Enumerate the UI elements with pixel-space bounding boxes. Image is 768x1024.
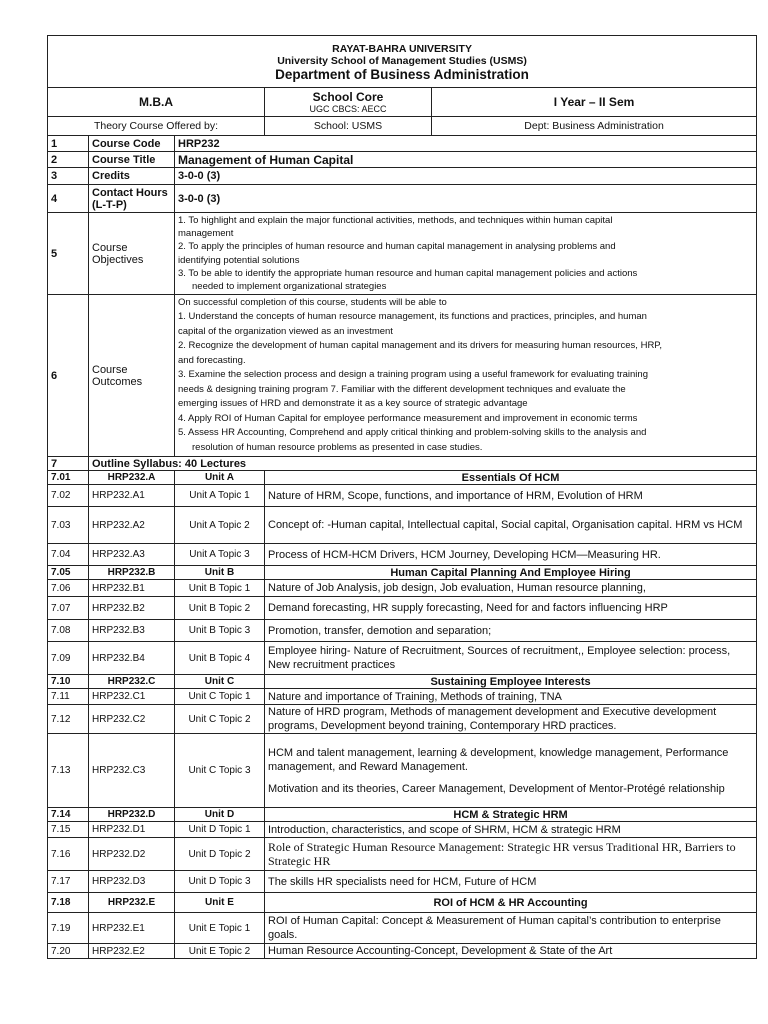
syllabus-topic-row bbox=[48, 544, 757, 566]
objectives-row bbox=[48, 213, 757, 295]
syllabus-unit-row bbox=[48, 566, 757, 580]
syllabus-topic: Role of Strategic Human Resource Management: Strategic HR versus Traditional HR, Barriers to Strategic HR bbox=[265, 838, 757, 871]
row-number: 1 bbox=[48, 136, 89, 152]
syllabus-unit-title: Essentials Of HCM bbox=[265, 471, 757, 485]
syllabus-unit: Unit A Topic 1 bbox=[175, 485, 265, 507]
course-code: HRP232 bbox=[175, 136, 757, 152]
outcome-line: 1. Understand the concepts of human resource management, its functions and practices, principles, and human bbox=[178, 311, 647, 323]
syllabus-topic: Concept of: -Human capital, Intellectual capital, Social capital, Organisation capital. HRM vs HCM bbox=[265, 507, 757, 544]
outcome-line: and forecasting. bbox=[178, 354, 246, 366]
syllabus-number: 7.11 bbox=[48, 689, 89, 705]
syllabus-number: 7.10 bbox=[48, 675, 89, 689]
syllabus-number: 7.05 bbox=[48, 566, 89, 580]
outcome-line: emerging issues of HRD and demonstrate it as a key source of strategic advantage bbox=[178, 398, 528, 410]
syllabus-unit: Unit B Topic 4 bbox=[175, 642, 265, 675]
outcomes-text bbox=[175, 295, 757, 457]
course-code-row bbox=[48, 136, 757, 152]
syllabus-code: HRP232.D2 bbox=[89, 838, 175, 871]
objective-line: 1. To highlight and explain the major functional activities, methods, and techniques within human capital bbox=[178, 214, 613, 226]
university-header-row bbox=[48, 36, 757, 88]
syllabus-unit-row bbox=[48, 893, 757, 913]
course-title: Management of Human Capital bbox=[175, 152, 757, 168]
syllabus-topic-row bbox=[48, 822, 757, 838]
syllabus-topic-row bbox=[48, 734, 757, 808]
credits: 3-0-0 (3) bbox=[175, 168, 757, 185]
offered-dept: Dept: Business Administration bbox=[432, 117, 757, 136]
syllabus-code: HRP232.A bbox=[89, 471, 175, 485]
syllabus-topic: Nature and importance of Training, Methods of training, TNA bbox=[265, 689, 757, 705]
syllabus-code: HRP232.B3 bbox=[89, 620, 175, 642]
syllabus-code: HRP232.C bbox=[89, 675, 175, 689]
syllabus-number: 7.20 bbox=[48, 944, 89, 959]
university-name: RAYAT-BAHRA UNIVERSITY bbox=[332, 42, 472, 55]
syllabus-unit: Unit C Topic 1 bbox=[175, 689, 265, 705]
row-label: Course Objectives bbox=[89, 213, 175, 295]
objectives-text bbox=[175, 213, 757, 295]
outcome-line: 5. Assess HR Accounting, Comprehend and apply critical thinking and problem-solving skills to the analysis and bbox=[178, 427, 647, 439]
syllabus-code: HRP232.D3 bbox=[89, 871, 175, 893]
syllabus-code: HRP232.D bbox=[89, 808, 175, 822]
offered-row bbox=[48, 117, 757, 136]
syllabus-topic: Demand forecasting, HR supply forecasting, Need for and factors influencing HRP bbox=[265, 597, 757, 620]
syllabus-unit: Unit B Topic 2 bbox=[175, 597, 265, 620]
syllabus-code: HRP232.A1 bbox=[89, 485, 175, 507]
syllabus-number: 7.16 bbox=[48, 838, 89, 871]
syllabus-number: 7.07 bbox=[48, 597, 89, 620]
core-label: School Core bbox=[312, 90, 384, 104]
syllabus-topic-row bbox=[48, 620, 757, 642]
course-title-row bbox=[48, 152, 757, 168]
core-cell bbox=[265, 88, 432, 117]
syllabus-topic: Nature of HRD program, Methods of management development and Executive development programs, Development beyond training, Contemporary HRD practices. bbox=[265, 705, 757, 734]
syllabus-code: HRP232.E bbox=[89, 893, 175, 913]
syllabus-topic-row bbox=[48, 597, 757, 620]
syllabus-topic: Human Resource Accounting-Concept, Development & State of the Art bbox=[265, 944, 757, 959]
syllabus-heading: Outline Syllabus: 40 Lectures bbox=[89, 457, 757, 471]
row-number: 2 bbox=[48, 152, 89, 168]
program-row bbox=[48, 88, 757, 117]
syllabus-topic-row bbox=[48, 944, 757, 959]
syllabus-number: 7.17 bbox=[48, 871, 89, 893]
syllabus-topic bbox=[265, 734, 757, 808]
syllabus-unit: Unit C Topic 3 bbox=[175, 734, 265, 808]
syllabus-topic: Process of HCM-HCM Drivers, HCM Journey, Developing HCM—Measuring HR. bbox=[265, 544, 757, 566]
row-label: Course Outcomes bbox=[89, 295, 175, 457]
syllabus-unit: Unit E Topic 1 bbox=[175, 913, 265, 944]
syllabus-unit-title: Human Capital Planning And Employee Hiring bbox=[265, 566, 757, 580]
row-label: Course Code bbox=[89, 136, 175, 152]
syllabus-code: HRP232.C2 bbox=[89, 705, 175, 734]
objective-line: needed to implement organizational strategies bbox=[192, 280, 387, 292]
syllabus-unit: Unit A Topic 2 bbox=[175, 507, 265, 544]
syllabus-number: 7.08 bbox=[48, 620, 89, 642]
syllabus-unit: Unit C Topic 2 bbox=[175, 705, 265, 734]
syllabus-topic-row bbox=[48, 507, 757, 544]
syllabus-unit: Unit A Topic 3 bbox=[175, 544, 265, 566]
objective-line: 2. To apply the principles of human resource and human capital management in analysing problems and bbox=[178, 241, 616, 253]
row-number: 6 bbox=[48, 295, 89, 457]
syllabus-unit: Unit D Topic 3 bbox=[175, 871, 265, 893]
course-table bbox=[47, 35, 757, 959]
syllabus-number: 7.19 bbox=[48, 913, 89, 944]
syllabus-number: 7.13 bbox=[48, 734, 89, 808]
row-number: 5 bbox=[48, 213, 89, 295]
year-semester: I Year – II Sem bbox=[432, 88, 757, 117]
syllabus-code: HRP232.E2 bbox=[89, 944, 175, 959]
syllabus-unit-title: Sustaining Employee Interests bbox=[265, 675, 757, 689]
syllabus-body bbox=[48, 471, 757, 959]
syllabus-number: 7.15 bbox=[48, 822, 89, 838]
syllabus-heading-row bbox=[48, 457, 757, 471]
offered-by: Theory Course Offered by: bbox=[48, 117, 265, 136]
syllabus-unit-row bbox=[48, 808, 757, 822]
syllabus-unit: Unit D Topic 1 bbox=[175, 822, 265, 838]
objective-line: identifying potential solutions bbox=[178, 254, 300, 266]
syllabus-code: HRP232.B1 bbox=[89, 580, 175, 597]
syllabus-unit: Unit B bbox=[175, 566, 265, 580]
syllabus-code: HRP232.A2 bbox=[89, 507, 175, 544]
syllabus-unit: Unit B Topic 3 bbox=[175, 620, 265, 642]
syllabus-topic: Introduction, characteristics, and scope of SHRM, HCM & strategic HRM bbox=[265, 822, 757, 838]
row-label: Contact Hours (L-T-P) bbox=[89, 185, 175, 213]
syllabus-code: HRP232.D1 bbox=[89, 822, 175, 838]
outcome-line: capital of the organization viewed as an investment bbox=[178, 325, 393, 337]
syllabus-topic-row bbox=[48, 705, 757, 734]
syllabus-number: 7.04 bbox=[48, 544, 89, 566]
syllabus-unit: Unit D bbox=[175, 808, 265, 822]
row-number: 7 bbox=[48, 457, 89, 471]
syllabus-number: 7.09 bbox=[48, 642, 89, 675]
syllabus-topic: The skills HR specialists need for HCM, Future of HCM bbox=[265, 871, 757, 893]
syllabus-code: HRP232.E1 bbox=[89, 913, 175, 944]
credits-row bbox=[48, 168, 757, 185]
syllabus-topic-row bbox=[48, 838, 757, 871]
row-label: Credits bbox=[89, 168, 175, 185]
program-name: M.B.A bbox=[48, 88, 265, 117]
course-document bbox=[47, 35, 756, 959]
syllabus-topic-row bbox=[48, 689, 757, 705]
school-name: University School of Management Studies (USMS) bbox=[277, 54, 527, 67]
university-header bbox=[48, 36, 757, 88]
syllabus-number: 7.01 bbox=[48, 471, 89, 485]
syllabus-number: 7.06 bbox=[48, 580, 89, 597]
department-name: Department of Business Administration bbox=[275, 66, 529, 82]
syllabus-unit-title: ROI of HCM & HR Accounting bbox=[265, 893, 757, 913]
offered-school: School: USMS bbox=[265, 117, 432, 136]
syllabus-number: 7.18 bbox=[48, 893, 89, 913]
syllabus-topic-row bbox=[48, 485, 757, 507]
outcome-line: 3. Examine the selection process and design a training program using a useful framework for evaluating training bbox=[178, 369, 648, 381]
outcome-line: 2. Recognize the development of human capital management and its drivers for measuring human resources, HRP, bbox=[178, 340, 663, 352]
syllabus-unit: Unit E Topic 2 bbox=[175, 944, 265, 959]
objective-line: management bbox=[178, 228, 234, 240]
outcome-line: resolution of human resource problems as presented in case studies. bbox=[192, 441, 483, 453]
syllabus-unit: Unit A bbox=[175, 471, 265, 485]
outcome-line: On successful completion of this course, students will be able to bbox=[178, 296, 447, 308]
contact-hours-row bbox=[48, 185, 757, 213]
row-number: 3 bbox=[48, 168, 89, 185]
syllabus-topic: Employee hiring- Nature of Recruitment, Sources of recruitment,, Employee selection: process, New recruitment practices bbox=[265, 642, 757, 675]
syllabus-topic: Nature of Job Analysis, job design, Job evaluation, Human resource planning, bbox=[265, 580, 757, 597]
syllabus-code: HRP232.B bbox=[89, 566, 175, 580]
syllabus-unit-title: HCM & Strategic HRM bbox=[265, 808, 757, 822]
row-number: 4 bbox=[48, 185, 89, 213]
syllabus-topic-row bbox=[48, 871, 757, 893]
syllabus-topic: Promotion, transfer, demotion and separation; bbox=[265, 620, 757, 642]
outcomes-row bbox=[48, 295, 757, 457]
syllabus-unit: Unit E bbox=[175, 893, 265, 913]
syllabus-topic-row bbox=[48, 642, 757, 675]
contact-hours: 3-0-0 (3) bbox=[175, 185, 757, 213]
syllabus-number: 7.14 bbox=[48, 808, 89, 822]
syllabus-topic: Nature of HRM, Scope, functions, and importance of HRM, Evolution of HRM bbox=[265, 485, 757, 507]
core-sublabel: UGC CBCS: AECC bbox=[309, 104, 387, 114]
syllabus-unit: Unit D Topic 2 bbox=[175, 838, 265, 871]
syllabus-code: HRP232.C1 bbox=[89, 689, 175, 705]
syllabus-unit: Unit C bbox=[175, 675, 265, 689]
syllabus-number: 7.03 bbox=[48, 507, 89, 544]
syllabus-code: HRP232.C3 bbox=[89, 734, 175, 808]
outcome-line: needs & designing training program 7. Familiar with the different development techniques and evaluate the bbox=[178, 383, 626, 395]
syllabus-code: HRP232.A3 bbox=[89, 544, 175, 566]
syllabus-topic-row bbox=[48, 580, 757, 597]
syllabus-code: HRP232.B4 bbox=[89, 642, 175, 675]
syllabus-unit: Unit B Topic 1 bbox=[175, 580, 265, 597]
syllabus-number: 7.12 bbox=[48, 705, 89, 734]
syllabus-unit-row bbox=[48, 675, 757, 689]
objective-line: 3. To be able to identify the appropriate human resource and human capital management policies and actions bbox=[178, 267, 638, 279]
syllabus-topic: ROI of Human Capital: Concept & Measurement of Human capital’s contribution to enterprise goals. bbox=[265, 913, 757, 944]
syllabus-code: HRP232.B2 bbox=[89, 597, 175, 620]
topic-paragraph: HCM and talent management, learning & development, knowledge management, Performance management, and Reward Management. bbox=[268, 746, 729, 773]
outcome-line: 4. Apply ROI of Human Capital for employee performance measurement and improvement in economic terms bbox=[178, 412, 638, 424]
syllabus-unit-row bbox=[48, 471, 757, 485]
topic-paragraph: Motivation and its theories, Career Management, Development of Mentor-Protégé relationship bbox=[268, 782, 725, 795]
syllabus-topic-row bbox=[48, 913, 757, 944]
syllabus-number: 7.02 bbox=[48, 485, 89, 507]
row-label: Course Title bbox=[89, 152, 175, 168]
